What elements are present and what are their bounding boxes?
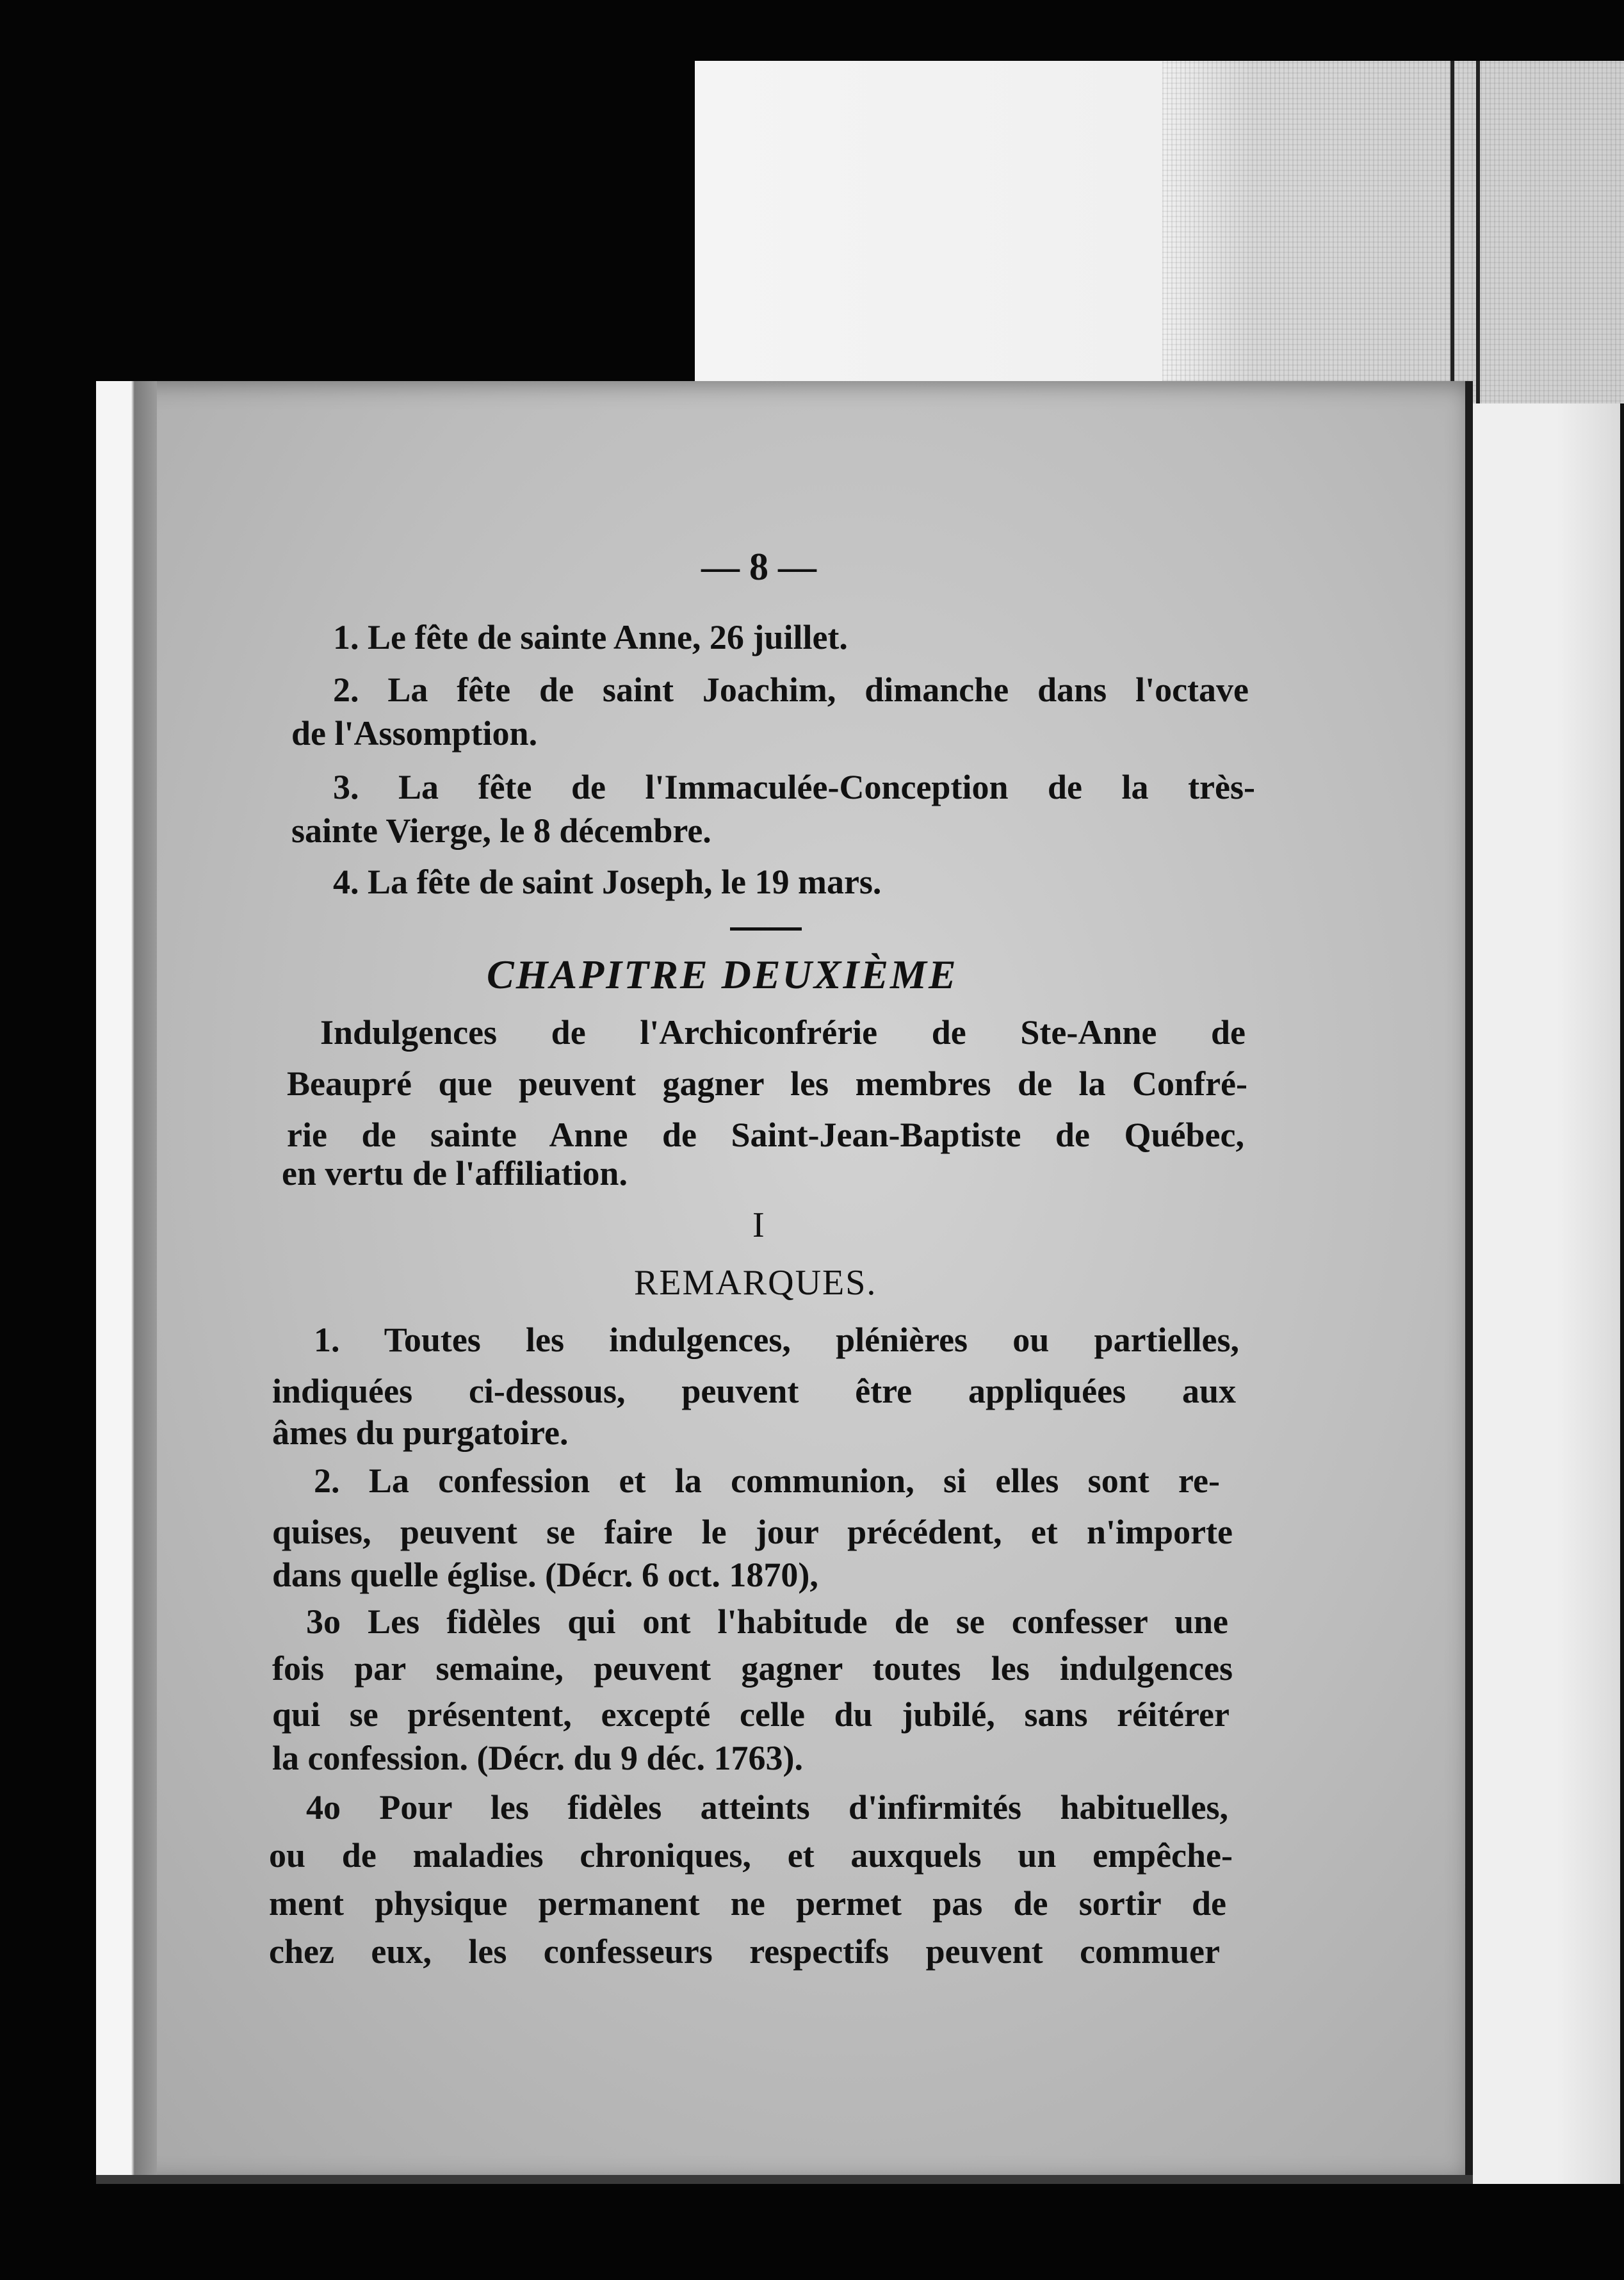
card-seam	[1450, 61, 1454, 407]
background-card-top	[695, 61, 1624, 407]
paragraph-line: Indulgences de l'Archiconfrérie de Ste-Anne de	[320, 1013, 1246, 1052]
remark-line: la confession. (Décr. du 9 déc. 1763).	[272, 1739, 803, 1777]
fabric-texture	[1162, 61, 1624, 407]
remark-line: 4o Pour les fidèles atteints d'infirmités habituelles,	[306, 1788, 1228, 1827]
remark-line: fois par semaine, peuvent gagner toutes les indulgences	[272, 1649, 1233, 1688]
remark-line: quises, peuvent se faire le jour précédent, et n'importe	[272, 1513, 1233, 1551]
list-item: 2. La fête de saint Joachim, dimanche dans l'octave	[333, 671, 1249, 709]
remark-line: dans quelle église. (Décr. 6 oct. 1870),	[272, 1556, 818, 1594]
section-number: I	[752, 1205, 765, 1245]
section-divider	[730, 927, 802, 931]
remark-line: 2. La confession et la communion, si elles sont re-	[314, 1462, 1220, 1500]
remark-line: ou de maladies chroniques, et auxquels un empêche-	[269, 1836, 1233, 1875]
remark-line: indiquées ci-dessous, peuvent être appliquées aux	[272, 1372, 1236, 1410]
page-right-edge	[1465, 381, 1473, 2184]
paragraph-line: Beaupré que peuvent gagner les membres de la Confré-	[287, 1064, 1247, 1103]
card-seam	[1476, 61, 1480, 407]
list-item: 1. Le fête de sainte Anne, 26 juillet.	[333, 618, 848, 656]
list-item: 3. La fête de l'Immaculée-Conception de la très-	[333, 768, 1255, 806]
remark-line: 3o Les fidèles qui ont l'habitude de se confesser une	[306, 1602, 1228, 1641]
paragraph-line: rie de sainte Anne de Saint-Jean-Baptiste de Québec,	[287, 1116, 1244, 1154]
card-edge	[1620, 403, 1624, 2184]
remark-line: qui se présentent, excepté celle du jubilé, sans réitérer	[272, 1695, 1230, 1734]
page-binding	[96, 381, 157, 2184]
remark-line: âmes du purgatoire.	[272, 1413, 569, 1452]
remark-line: chez eux, les confesseurs respectifs peuvent commuer	[269, 1932, 1220, 1971]
paragraph-line: en vertu de l'affiliation.	[282, 1154, 628, 1193]
page-number: — 8 —	[701, 546, 816, 588]
list-item: 4. La fête de saint Joseph, le 19 mars.	[333, 863, 882, 901]
chapter-title: CHAPITRE DEUXIÈME	[487, 952, 958, 997]
list-item-continuation: sainte Vierge, le 8 décembre.	[291, 811, 711, 850]
background-card-right	[1457, 403, 1624, 2184]
page-bottom-edge	[96, 2175, 1473, 2184]
remark-line: 1. Toutes les indulgences, plénières ou partielles,	[314, 1321, 1239, 1359]
remark-line: ment physique permanent ne permet pas de sortir de	[269, 1884, 1226, 1923]
list-item-continuation: de l'Assomption.	[291, 714, 538, 753]
section-title: REMARQUES.	[634, 1263, 877, 1303]
